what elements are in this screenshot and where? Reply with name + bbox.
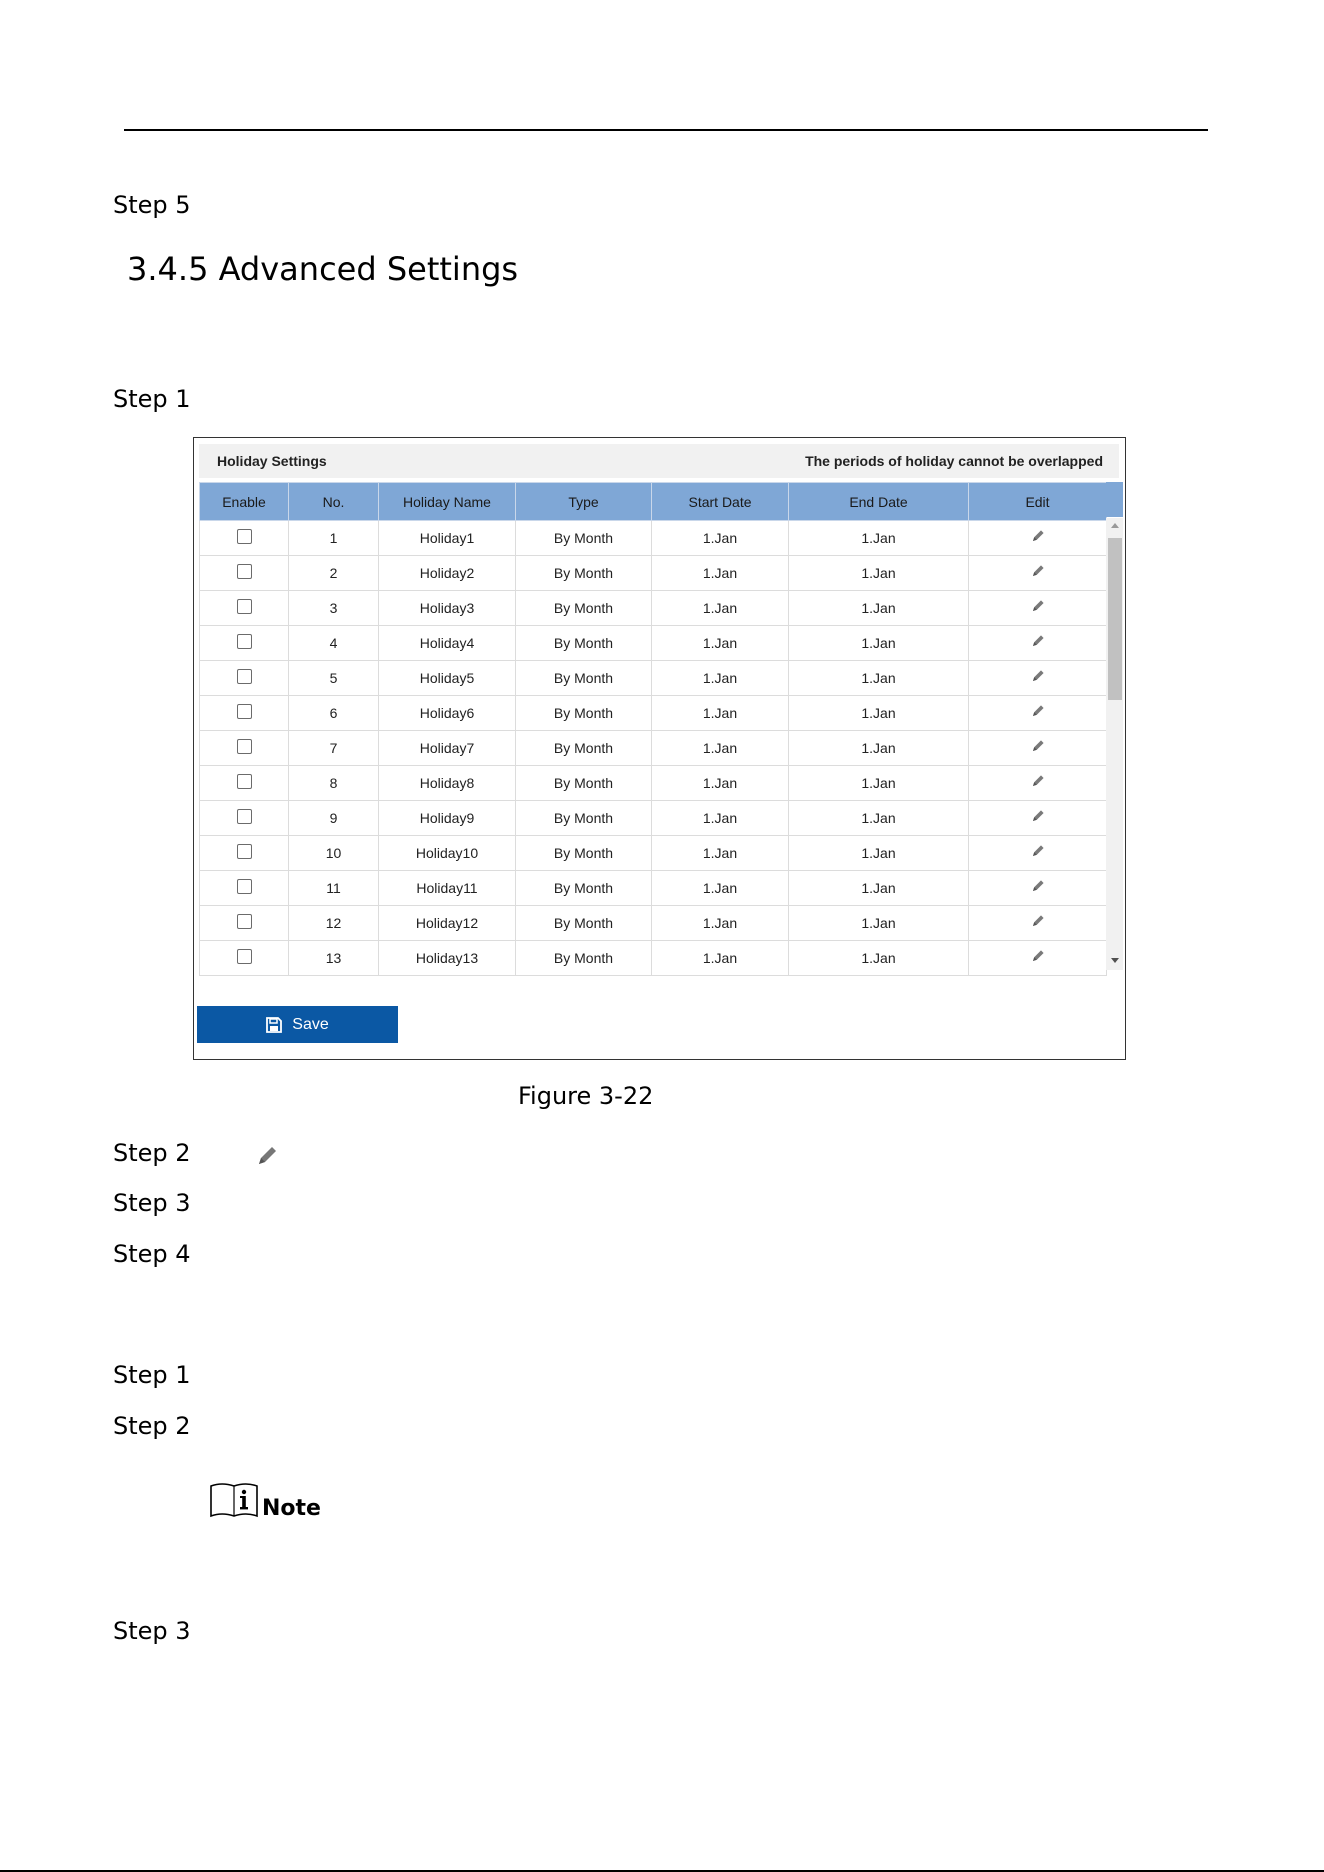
enable-cell — [200, 731, 289, 766]
table-row — [200, 941, 1107, 976]
note-callout — [208, 1480, 321, 1520]
no-cell: 2 — [289, 556, 379, 591]
holiday-name-cell: Holiday10 — [379, 836, 516, 871]
holiday-name-cell: Holiday9 — [379, 801, 516, 836]
step-label: Step 1 — [113, 385, 191, 413]
start-date-cell: 1.Jan — [652, 521, 789, 556]
pencil-icon — [1030, 668, 1046, 684]
section-heading: 3.4.5 Advanced Settings — [127, 250, 519, 288]
edit-cell[interactable] — [969, 941, 1107, 976]
start-date-cell: 1.Jan — [652, 836, 789, 871]
save-button-label: Save — [292, 1015, 329, 1033]
table-row — [200, 871, 1107, 906]
no-cell: 13 — [289, 941, 379, 976]
no-cell: 11 — [289, 871, 379, 906]
type-cell: By Month — [516, 591, 652, 626]
table-row — [200, 731, 1107, 766]
edit-cell[interactable] — [969, 871, 1107, 906]
start-date-cell: 1.Jan — [652, 871, 789, 906]
enable-checkbox[interactable] — [237, 879, 252, 894]
edit-cell[interactable] — [969, 556, 1107, 591]
pencil-icon — [1030, 948, 1046, 964]
column-header: Holiday Name — [379, 483, 516, 521]
end-date-cell: 1.Jan — [789, 906, 969, 941]
type-cell: By Month — [516, 626, 652, 661]
type-cell: By Month — [516, 521, 652, 556]
start-date-cell: 1.Jan — [652, 556, 789, 591]
info-book-icon — [208, 1480, 260, 1520]
scroll-up-arrow-icon[interactable] — [1111, 523, 1119, 528]
enable-checkbox[interactable] — [237, 739, 252, 754]
enable-checkbox[interactable] — [237, 669, 252, 684]
pencil-icon — [1030, 843, 1046, 859]
type-cell: By Month — [516, 941, 652, 976]
edit-cell[interactable] — [969, 591, 1107, 626]
holiday-name-cell: Holiday12 — [379, 906, 516, 941]
enable-checkbox[interactable] — [237, 774, 252, 789]
holiday-name-cell: Holiday13 — [379, 941, 516, 976]
enable-cell — [200, 871, 289, 906]
enable-cell — [200, 801, 289, 836]
edit-cell[interactable] — [969, 801, 1107, 836]
step-label: Step 2 — [113, 1412, 191, 1440]
type-cell: By Month — [516, 836, 652, 871]
column-header: Type — [516, 483, 652, 521]
start-date-cell: 1.Jan — [652, 731, 789, 766]
enable-checkbox[interactable] — [237, 529, 252, 544]
table-row — [200, 556, 1107, 591]
holiday-name-cell: Holiday3 — [379, 591, 516, 626]
table-row — [200, 626, 1107, 661]
scroll-down-arrow-icon[interactable] — [1111, 958, 1119, 963]
type-cell: By Month — [516, 556, 652, 591]
end-date-cell: 1.Jan — [789, 696, 969, 731]
start-date-cell: 1.Jan — [652, 941, 789, 976]
enable-cell — [200, 521, 289, 556]
column-header: Edit — [969, 483, 1107, 521]
floppy-disk-icon — [266, 1017, 282, 1033]
edit-cell[interactable] — [969, 661, 1107, 696]
edit-cell[interactable] — [969, 521, 1107, 556]
edit-cell[interactable] — [969, 696, 1107, 731]
type-cell: By Month — [516, 871, 652, 906]
step-label: Step 1 — [113, 1361, 191, 1389]
table-header-row — [200, 483, 1107, 521]
pencil-icon — [1030, 633, 1046, 649]
holiday-name-cell: Holiday5 — [379, 661, 516, 696]
pencil-icon — [1030, 878, 1046, 894]
start-date-cell: 1.Jan — [652, 591, 789, 626]
pencil-icon — [1030, 528, 1046, 544]
column-header: Enable — [200, 483, 289, 521]
type-cell: By Month — [516, 731, 652, 766]
start-date-cell: 1.Jan — [652, 906, 789, 941]
enable-checkbox[interactable] — [237, 949, 252, 964]
end-date-cell: 1.Jan — [789, 731, 969, 766]
enable-checkbox[interactable] — [237, 704, 252, 719]
enable-cell — [200, 836, 289, 871]
table-row — [200, 906, 1107, 941]
start-date-cell: 1.Jan — [652, 766, 789, 801]
table-row — [200, 801, 1107, 836]
panel-title: Holiday Settings — [217, 453, 327, 469]
step-label: Step 3 — [113, 1617, 191, 1645]
end-date-cell: 1.Jan — [789, 871, 969, 906]
no-cell: 3 — [289, 591, 379, 626]
table-row — [200, 696, 1107, 731]
column-header: End Date — [789, 483, 969, 521]
no-cell: 4 — [289, 626, 379, 661]
enable-cell — [200, 906, 289, 941]
pencil-icon — [1030, 703, 1046, 719]
column-header: Start Date — [652, 483, 789, 521]
edit-cell[interactable] — [969, 731, 1107, 766]
save-button[interactable] — [197, 1006, 398, 1043]
note-label: Note — [262, 1496, 321, 1521]
pencil-icon — [1030, 913, 1046, 929]
enable-checkbox[interactable] — [237, 844, 252, 859]
edit-cell[interactable] — [969, 836, 1107, 871]
pencil-icon — [1030, 808, 1046, 824]
table-row — [200, 661, 1107, 696]
edit-cell[interactable] — [969, 626, 1107, 661]
step-label: Step 3 — [113, 1189, 191, 1217]
start-date-cell: 1.Jan — [652, 801, 789, 836]
no-cell: 5 — [289, 661, 379, 696]
enable-checkbox[interactable] — [237, 564, 252, 579]
holiday-name-cell: Holiday8 — [379, 766, 516, 801]
pencil-icon — [255, 1144, 279, 1168]
type-cell: By Month — [516, 696, 652, 731]
scroll-thumb[interactable] — [1108, 538, 1122, 700]
enable-cell — [200, 626, 289, 661]
table-row — [200, 836, 1107, 871]
enable-cell — [200, 556, 289, 591]
end-date-cell: 1.Jan — [789, 836, 969, 871]
overlap-warning: The periods of holiday cannot be overlapped — [805, 453, 1103, 469]
step-label: Step 4 — [113, 1240, 191, 1268]
header-corner — [1106, 482, 1123, 517]
holiday-name-cell: Holiday11 — [379, 871, 516, 906]
table-scrollbar[interactable] — [1106, 518, 1123, 970]
holiday-name-cell: Holiday1 — [379, 521, 516, 556]
type-cell: By Month — [516, 661, 652, 696]
type-cell: By Month — [516, 801, 652, 836]
pencil-icon — [1030, 598, 1046, 614]
no-cell: 9 — [289, 801, 379, 836]
table-row — [200, 521, 1107, 556]
no-cell: 6 — [289, 696, 379, 731]
edit-cell[interactable] — [969, 766, 1107, 801]
enable-cell — [200, 661, 289, 696]
no-cell: 10 — [289, 836, 379, 871]
holiday-settings-figure — [193, 437, 1126, 1060]
pencil-icon — [1030, 773, 1046, 789]
start-date-cell: 1.Jan — [652, 661, 789, 696]
start-date-cell: 1.Jan — [652, 696, 789, 731]
step-label: Step 5 — [113, 191, 191, 219]
holiday-name-cell: Holiday4 — [379, 626, 516, 661]
end-date-cell: 1.Jan — [789, 661, 969, 696]
pencil-icon — [1030, 563, 1046, 579]
end-date-cell: 1.Jan — [789, 521, 969, 556]
end-date-cell: 1.Jan — [789, 591, 969, 626]
holiday-name-cell: Holiday2 — [379, 556, 516, 591]
no-cell: 8 — [289, 766, 379, 801]
enable-cell — [200, 941, 289, 976]
end-date-cell: 1.Jan — [789, 801, 969, 836]
end-date-cell: 1.Jan — [789, 556, 969, 591]
table-row — [200, 766, 1107, 801]
holiday-name-cell: Holiday6 — [379, 696, 516, 731]
holiday-name-cell: Holiday7 — [379, 731, 516, 766]
no-cell: 12 — [289, 906, 379, 941]
end-date-cell: 1.Jan — [789, 766, 969, 801]
enable-cell — [200, 696, 289, 731]
type-cell: By Month — [516, 766, 652, 801]
enable-checkbox[interactable] — [237, 599, 252, 614]
enable-checkbox[interactable] — [237, 634, 252, 649]
type-cell: By Month — [516, 906, 652, 941]
start-date-cell: 1.Jan — [652, 626, 789, 661]
figure-caption: Figure 3-22 — [518, 1082, 654, 1110]
step-label: Step 2 — [113, 1139, 191, 1167]
edit-cell[interactable] — [969, 906, 1107, 941]
enable-cell — [200, 591, 289, 626]
header-rule — [124, 129, 1208, 131]
enable-cell — [200, 766, 289, 801]
no-cell: 1 — [289, 521, 379, 556]
pencil-icon — [1030, 738, 1046, 754]
no-cell: 7 — [289, 731, 379, 766]
panel-header — [199, 444, 1119, 478]
end-date-cell: 1.Jan — [789, 626, 969, 661]
enable-checkbox[interactable] — [237, 809, 252, 824]
holiday-table — [199, 482, 1106, 976]
enable-checkbox[interactable] — [237, 914, 252, 929]
end-date-cell: 1.Jan — [789, 941, 969, 976]
table-row — [200, 591, 1107, 626]
column-header: No. — [289, 483, 379, 521]
